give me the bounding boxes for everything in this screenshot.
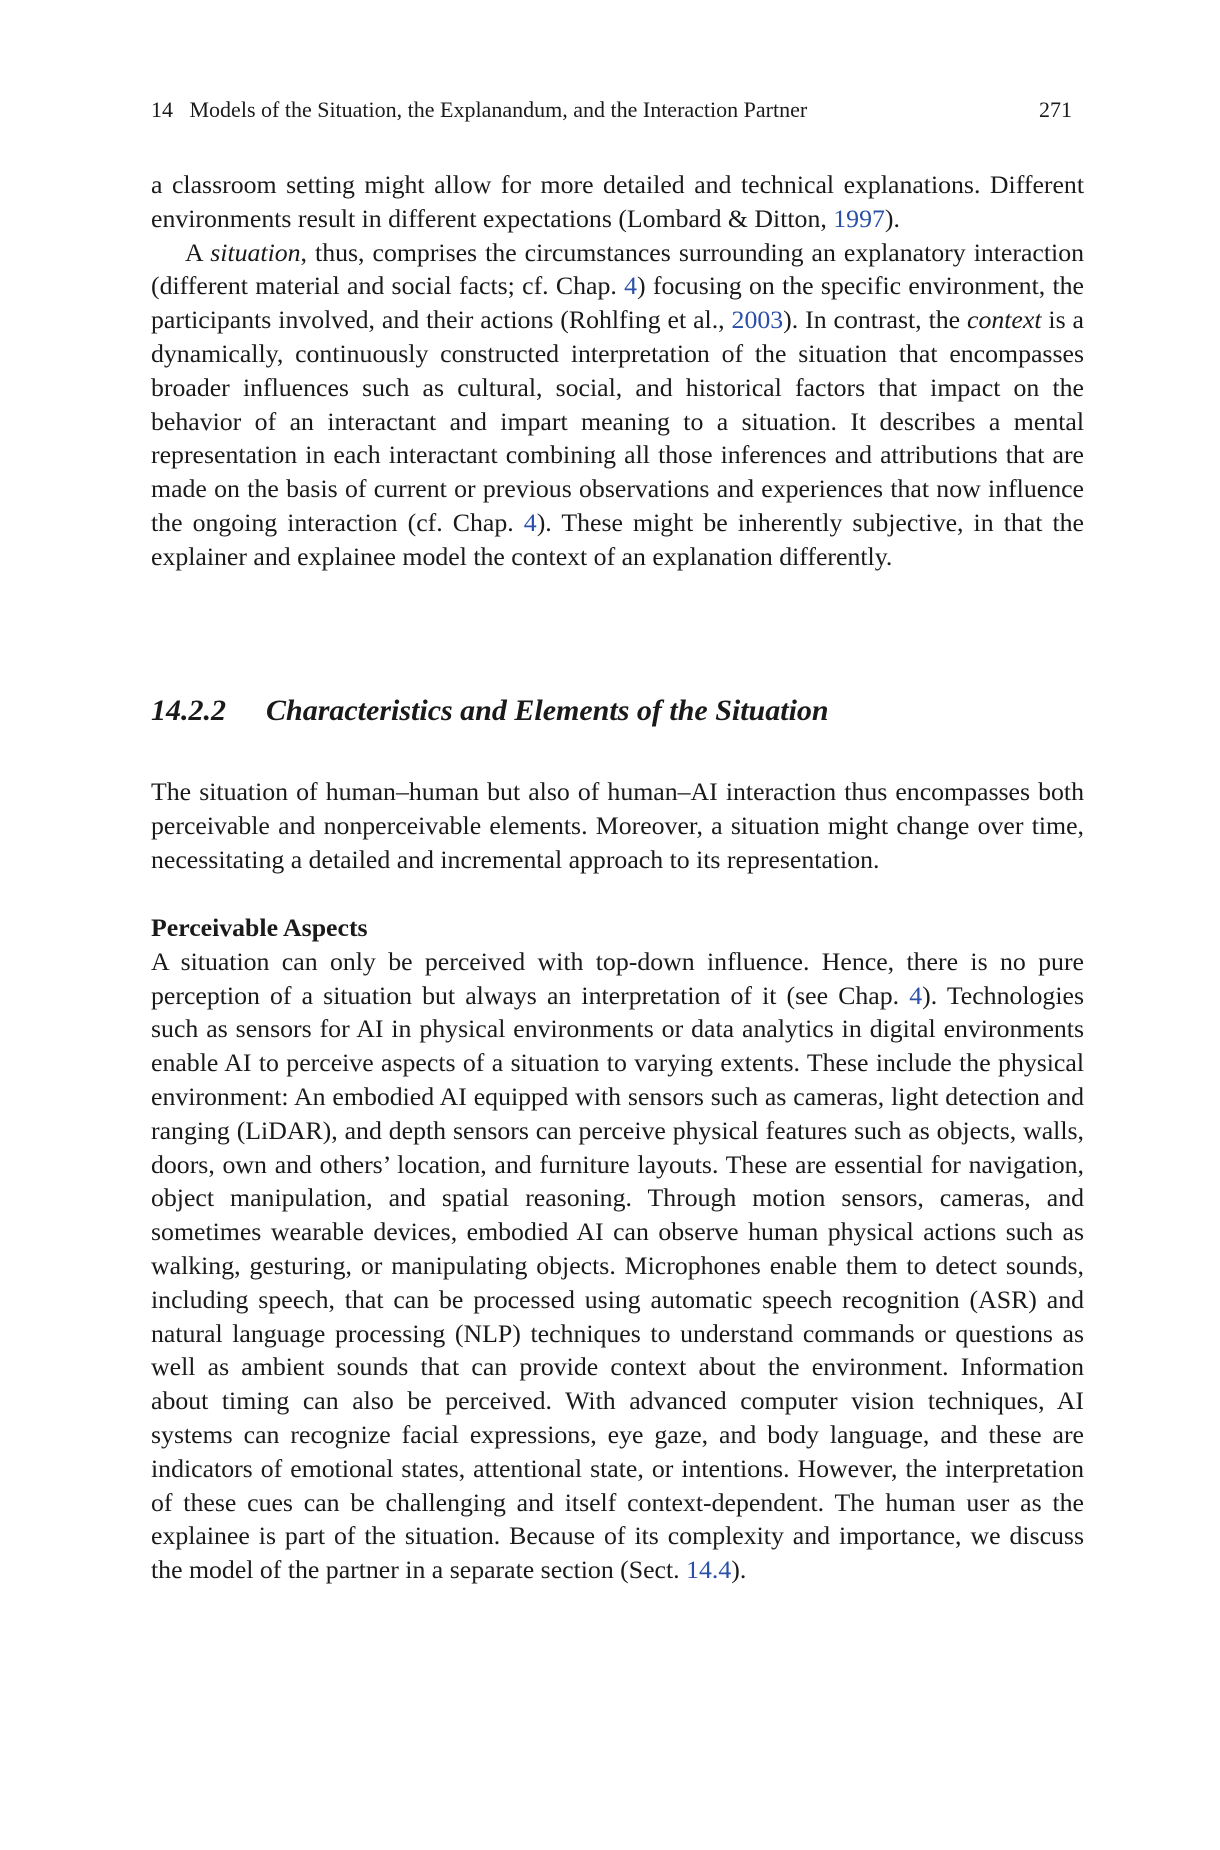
chapter-link-4[interactable]: 4 — [624, 271, 637, 301]
paragraph-continuation: a classroom setting might allow for more detailed and technical explanations. Different environments result in different expectations (Lombard & Ditton, 1997). — [151, 170, 1084, 233]
paragraph-situation-context: A situation, thus, comprises the circumstances surrounding an explanatory interaction (different material and social facts; cf. Chap. 4) focusing on the specific environment, the participants involved, and their actions (Rohlfing et al., 2003). In contrast, the context is a dynamically, continuously constructed interpretation of the situation that encompasses broader influences such as cultural, social, and historical factors that impact on the behavior of an interactant and impart meaning to a situation. It describes a mental representation in each interactant combining all those inferences and attributions that are made on the basis of current or previous observations and experiences that now influence the ongoing interaction (cf. Chap. 4). These might be inherently subjective, in that the explainer and explainee model the context of an explanation differently. — [151, 237, 1085, 571]
term-context: context — [967, 305, 1042, 335]
chapter-number: 14 — [151, 97, 173, 122]
section-intro-block — [151, 775, 1084, 876]
term-situation: situation — [210, 237, 301, 267]
paragraph-perceivable-aspects: A situation can only be perceived with top-down influence. Hence, there is no pure perception of a situation but always an interpretation of it (see Chap. 4). Technologies such as sensors for AI in physical environments or data analytics in digital environments enable AI to perceive aspects of a situation to varying extents. These include the physical environment: An embodied AI equipped with sensors such as cameras, light detection and ranging (LiDAR), and depth sensors can perceive physical features such as objects, walls, doors, own and others’ location, and furniture layouts. These are essential for navigation, object manipulation, and spatial reasoning. Through motion sensors, cameras, and sometimes wearable devices, embodied AI can observe human physical actions such as walking, gesturing, or manipulating objects. Microphones enable them to detect sounds, including speech, that can be processed using automatic speech recognition (ASR) and natural language processing (NLP) techniques to understand commands or questions as well as ambient sounds that can provide context about the environment. Information about timing can also be perceived. With advanced computer vision techniques, AI systems can recognize facial expressions, eye gaze, and body language, and these are indicators of emotional states, attentional state, or intentions. However, the interpretation of these cues can be challenging and itself context-dependent. The human user as the explainee is part of the situation. Because of its complexity and importance, we discuss the model of the partner in a separate section (Sect. 14.4). — [151, 946, 1084, 1585]
citation-link-1997[interactable]: 1997 — [833, 203, 885, 233]
running-head-title — [151, 97, 807, 123]
chapter-link-4[interactable]: 4 — [909, 980, 923, 1010]
section-heading — [151, 693, 1084, 729]
section-number: 14.2.2 — [151, 694, 226, 727]
intro-text-block — [151, 168, 1084, 574]
paragraph-heading: Perceivable Aspects — [151, 913, 368, 942]
section-title: Characteristics and Elements of the Situation — [266, 694, 829, 727]
perceivable-aspects-block — [151, 911, 1084, 1587]
chapter-title: Models of the Situation, the Explanandum, and the Interaction Partner — [189, 97, 808, 122]
chapter-link-4[interactable]: 4 — [523, 507, 537, 537]
paragraph-section-intro: The situation of human–human but also of human–AI interaction thus encompasses both perceivable and nonperceivable elements. Moreover, a situation might change over time, necessitating a detailed and incremental approach to its representation. — [151, 777, 1084, 874]
citation-link-2003[interactable]: 2003 — [731, 305, 784, 335]
section-link-14-4[interactable]: 14.4 — [686, 1555, 732, 1585]
running-head — [151, 97, 1084, 123]
page-number: 271 — [1039, 97, 1072, 122]
